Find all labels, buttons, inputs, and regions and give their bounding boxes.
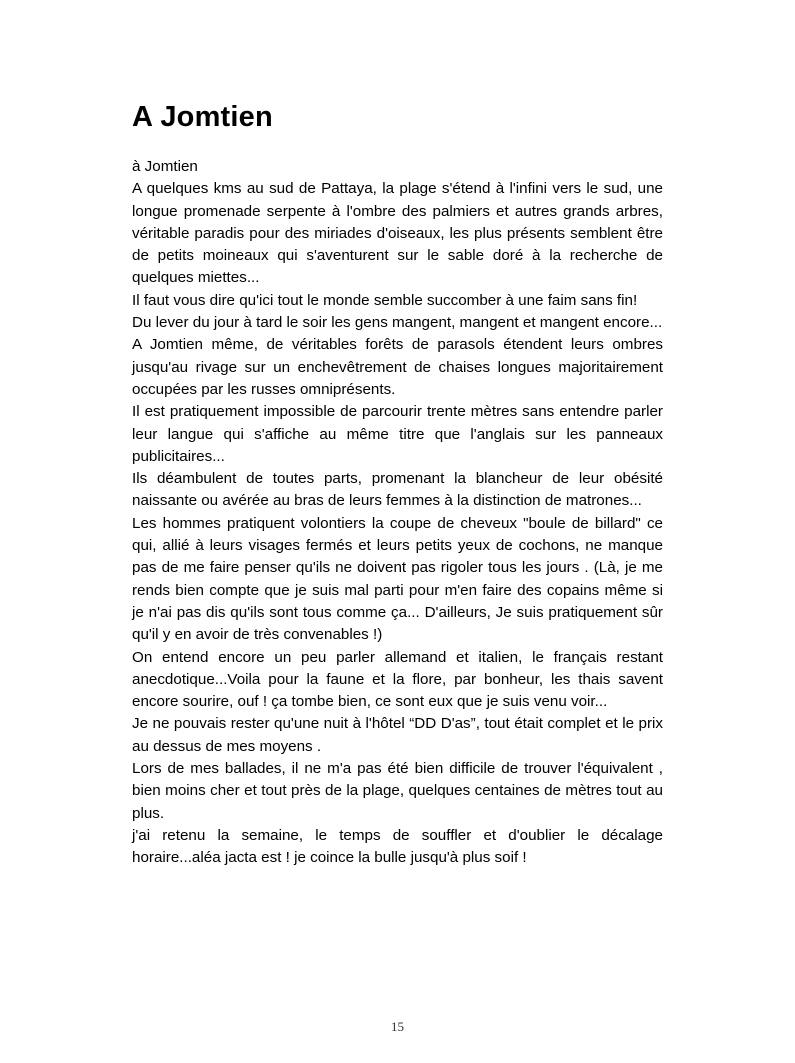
- paragraph: à Jomtien: [132, 158, 198, 175]
- paragraph: A Jomtien même, de véritables forêts de parasols étendent leurs ombres jusqu'au rivage sur un enchevêtrement de chaises longues majoritairement occupées par les russes omniprésents.: [132, 336, 663, 398]
- page-title: A Jomtien: [132, 101, 273, 133]
- paragraph: Il est pratiquement impossible de parcourir trente mètres sans entendre parler leur langue qui s'affiche au même titre que l'anglais sur les panneaux publicitaires...: [132, 403, 663, 465]
- body-text: [132, 156, 663, 870]
- paragraph: Ils déambulent de toutes parts, promenant la blancheur de leur obésité naissante ou avérée au bras de leurs femmes à la distinction de matrones...: [132, 470, 663, 510]
- paragraph: Du lever du jour à tard le soir les gens mangent, mangent et mangent encore...: [132, 314, 663, 332]
- paragraph: Les hommes pratiquent volontiers la coupe de cheveux "boule de billard" ce qui, allié à leurs visages fermés et leurs petits yeux de cochons, ne manque pas de me faire penser qu'ils ne doivent pas rigoler tous les jours . (Là, je me rends bien compte que je suis mal parti pour m'en faire des copains même si je n'ai pas dis qu'ils sont tous comme ça... D'ailleurs, Je suis pratiquement sûr qu'il y en avoir de très convenables !): [132, 514, 663, 644]
- paragraph: j'ai retenu la semaine, le temps de souffler et d'oublier le décalage horaire...aléa jacta est ! je coince la bulle jusqu'à plus soif !: [132, 826, 663, 867]
- paragraph: A quelques kms au sud de Pattaya, la plage s'étend à l'infini vers le sud, une longue promenade serpente à l'ombre des palmiers et autres grands arbres, véritable paradis pour des miriades d'oiseaux, les plus présents semblent être de petits moineaux qui s'aventurent sur le sable doré à la recherche de quelques miettes...: [132, 180, 663, 287]
- paragraph: Lors de mes ballades, il ne m'a pas été bien difficile de trouver l'équivalent , bien moins cher et tout près de la plage, quelques centaines de mètres tout au plus.: [132, 760, 663, 822]
- paragraph: Je ne pouvais rester qu'une nuit à l'hôtel “DD D'as”, tout était complet et le prix au dessus de mes moyens .: [132, 715, 663, 755]
- paragraph: On entend encore un peu parler allemand et italien, le français restant anecdotique...Voila pour la faune et la flore, par bonheur, les thais savent encore sourire, ouf ! ça tombe bien, ce sont eux que je suis venu voir...: [132, 648, 663, 711]
- paragraph: Il faut vous dire qu'ici tout le monde semble succomber à une faim sans fin!: [132, 291, 638, 309]
- page-number: 15: [391, 1019, 404, 1034]
